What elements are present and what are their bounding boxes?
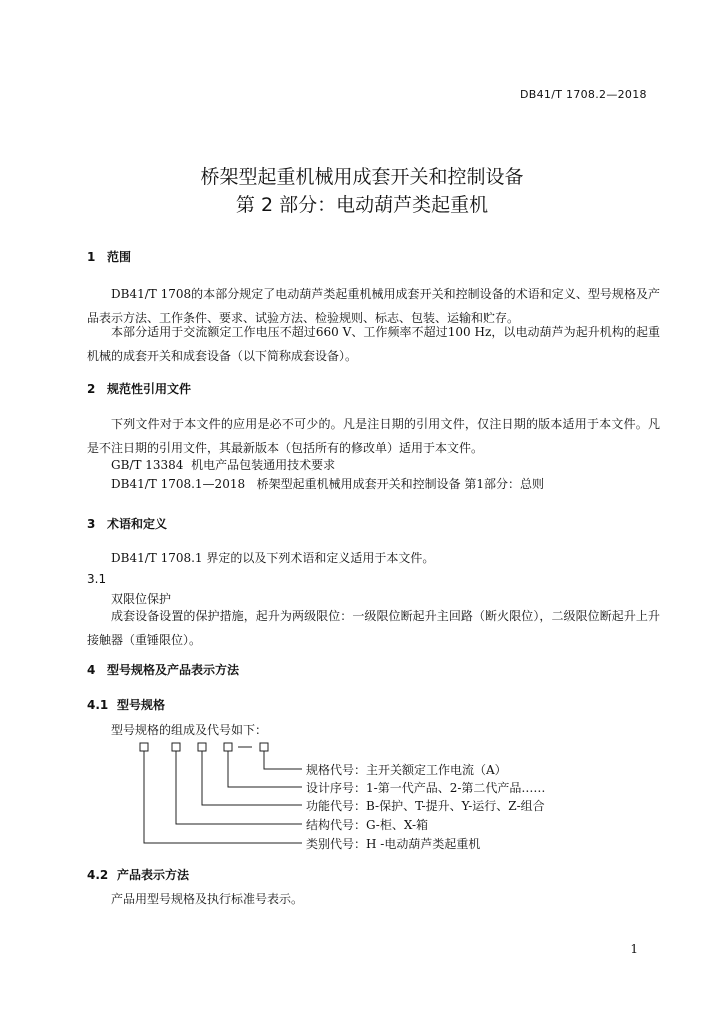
code-box-function [198,743,206,751]
document-title: 桥架型起重机械用成套开关和控制设备 [200,166,524,188]
paragraph: DB41/T 1708的本部分规定了电动葫芦类起重机械用成套开关和控制设备的术语和定义、型号规格及产品表示方法、工作条件、要求、试验方法、检验规则、标志、包装、运输和贮存。 [87,287,660,325]
legend-item: 类别代号：H -电动葫芦类起重机 [306,837,481,851]
document-code: DB41/T 1708.2—2018 [520,88,647,101]
subsection-title: 产品表示方法 [117,868,190,882]
subsection-title: 型号规格 [117,698,166,712]
section-number: 3 [87,517,96,531]
reference-code: DB41/T 1708.1—2018 [111,477,246,491]
subsection-heading-4-2 [87,866,189,883]
legend-item: 功能代号：B-保护、T-提升、Y-运行、Z-组合 [306,799,545,813]
legend-item: 规格代号：主开关额定工作电流（A） [306,763,507,777]
reference-code: GB/T 13384 [111,458,184,472]
reference-title: 桥架型起重机械用成套开关和控制设备 第1部分：总则 [256,477,545,491]
section-number: 4 [87,663,96,677]
reference-title: 机电产品包装通用技术要求 [191,458,336,472]
subsection-number: 4.2 [87,868,109,882]
term-number: 3.1 [87,572,107,586]
section-title: 型号规格及产品表示方法 [107,663,240,677]
section-title: 术语和定义 [107,517,168,531]
paragraph: 型号规格的组成及代号如下： [111,723,268,737]
section-title: 规范性引用文件 [107,382,192,396]
leader-line [264,751,302,769]
term-name: 双限位保护 [111,592,172,606]
subsection-number: 4.1 [87,698,109,712]
code-box-spec [260,743,268,751]
section-title: 范围 [107,250,132,264]
code-box-structure [172,743,180,751]
paragraph: 本部分适用于交流额定工作电压不超过660 V、工作频率不超过100 Hz，以电动葫芦为起升机构的起重机械的成套开关和成套设备（以下简称成套设备）。 [87,325,660,363]
leader-line [202,751,302,805]
legend-item: 结构代号：G-柜、X-箱 [306,818,429,832]
code-box-category [140,743,148,751]
paragraph: DB41/T 1708.1 界定的以及下列术语和定义适用于本文件。 [111,551,435,565]
leader-line [144,751,302,843]
document-subtitle: 第 2 部分：电动葫芦类起重机 [235,194,489,216]
legend-item: 设计序号：1-第一代产品、2-第二代产品…… [306,781,546,795]
paragraph: 产品用型号规格及执行标准号表示。 [111,892,304,906]
section-number: 1 [87,250,96,264]
page-number: 1 [630,942,638,956]
paragraph: 下列文件对于本文件的应用是必不可少的。凡是注日期的引用文件，仅注日期的版本适用于本文件。凡是不注日期的引用文件，其最新版本（包括所有的修改单）适用于本文件。 [87,417,660,455]
section-number: 2 [87,382,96,396]
code-box-design [224,743,232,751]
term-definition: 成套设备设置的保护措施，起升为两级限位：一级限位断起升主回路（断火限位），二级限位断起升上升接触器（重锤限位）。 [87,609,660,647]
